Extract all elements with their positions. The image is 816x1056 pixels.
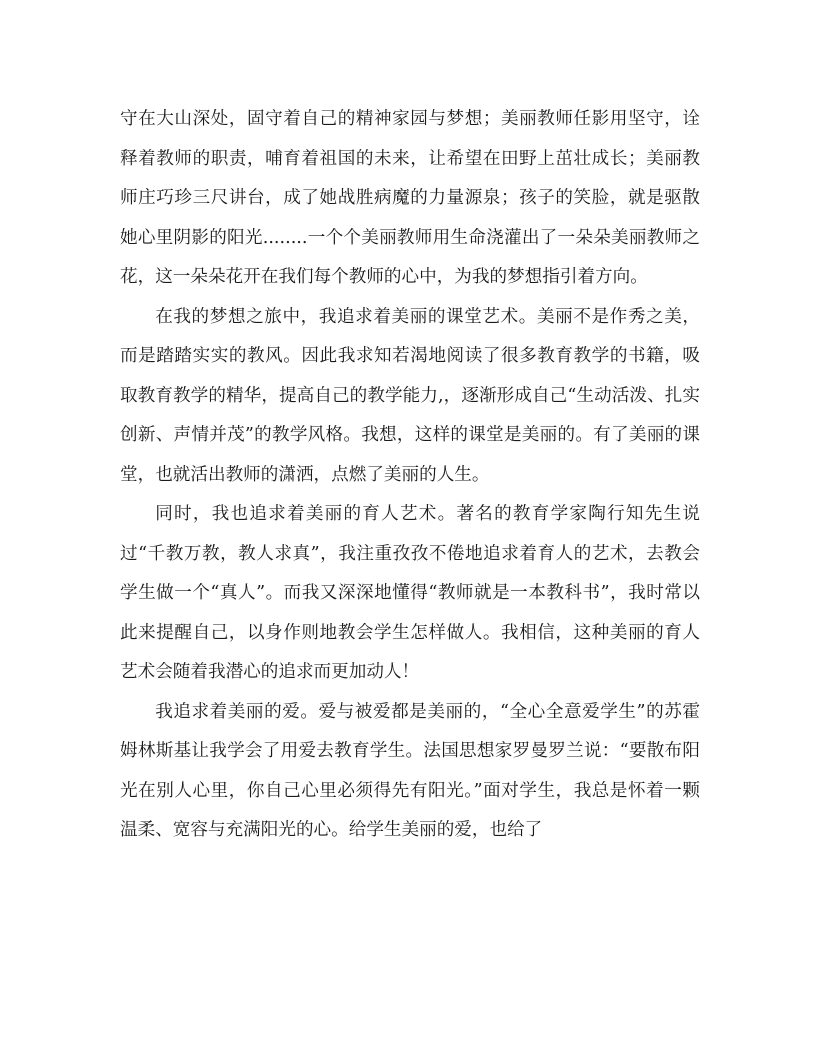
paragraph-4: 我追求着美丽的爱。爱与被爱都是美丽的，“全心全意爱学生”的苏霍姆林斯基让我学会了用爱去教育学生。法国思想家罗曼罗兰说：“要散布阳光在别人心里，你自己心里必须得先有阳光。”面对学生，我总是怀着一颗温柔、宽容与充满阳光的心。给学生美丽的爱，也给了 — [120, 701, 700, 840]
paragraph-3: 同时，我也追求着美丽的育人艺术。著名的教育学家陶行知先生说过“千教万教，教人求真”，我注重孜孜不倦地追求着育人的艺术，去教会学生做一个“真人”。而我又深深地懂得“教师就是一本教科书”，我时常以此来提醒自己，以身作则地教会学生怎样做人。我相信，这种美丽的育人艺术会随着我潜心的追求而更加动人！ — [120, 504, 700, 682]
paragraph-2: 在我的梦想之旅中，我追求着美丽的课堂艺术。美丽不是作秀之美，而是踏踏实实的教风。因此我求知若渴地阅读了很多教育教学的书籍，吸取教育教学的精华，提高自己的教学能力,，逐渐形成自己“生动活泼、扎实创新、声情并茂”的教学风格。我想，这样的课堂是美丽的。有了美丽的课堂，也就活出教师的潇洒，点燃了美丽的人生。 — [120, 306, 700, 485]
document-body — [120, 100, 700, 851]
paragraph-1: 守在大山深处，固守着自己的精神家园与梦想；美丽教师任影用坚守，诠释着教师的职责，哺育着祖国的未来，让希望在田野上茁壮成长；美丽教师庄巧珍三尺讲台，成了她战胜病魔的力量源泉；孩子的笑脸，就是驱散她心里阴影的阳光........一个个美丽教师用生命浇灌出了一朵朵美丽教师之花，这一朵朵花开在我们每个教师的心中，为我的梦想指引着方向。 — [120, 109, 700, 287]
